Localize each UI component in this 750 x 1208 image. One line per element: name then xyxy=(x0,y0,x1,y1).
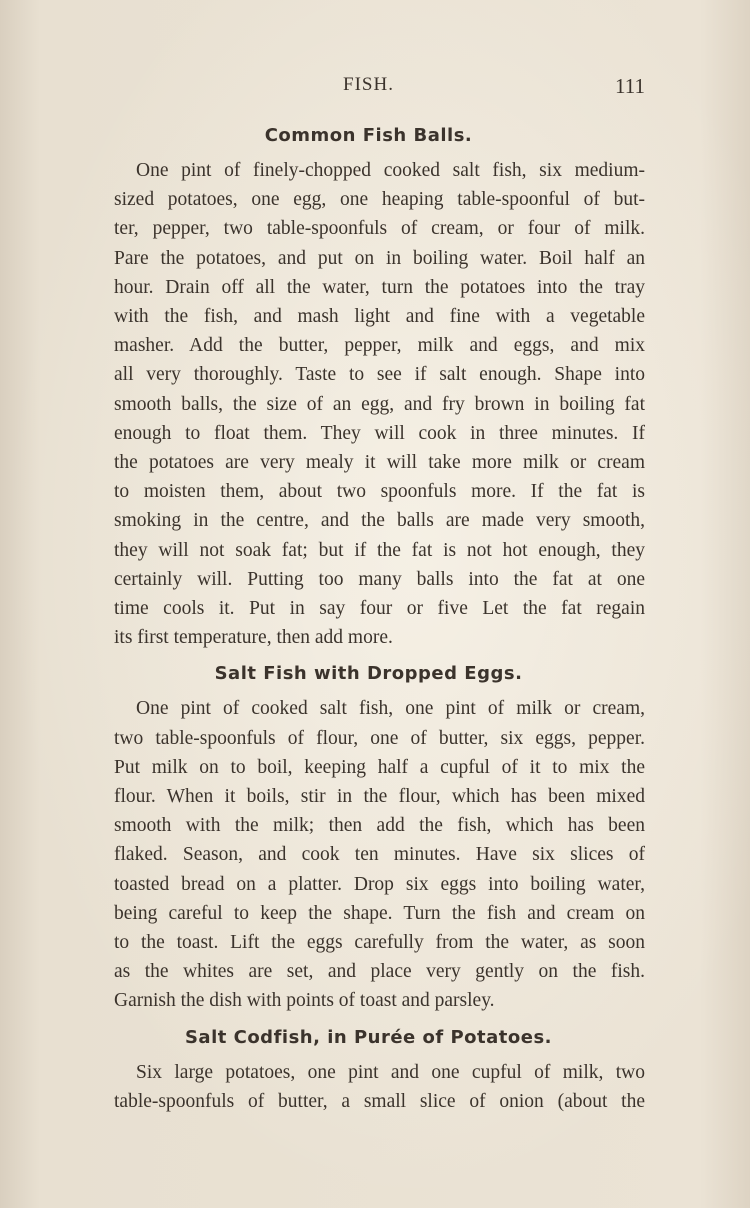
text-line: One pint of cooked salt fish, one pint of milk or cream, xyxy=(136,698,645,720)
text-line: the potatoes are very mealy it will take more milk or cream xyxy=(114,452,645,474)
text-line: enough to float them. They will cook in three minutes. If xyxy=(114,422,645,444)
text-line: to the toast. Lift the eggs carefully from the water, as soon xyxy=(114,932,645,954)
text-line: hour. Drain off all the water, turn the potatoes into the tray xyxy=(114,276,645,298)
text-line: toasted bread on a platter. Drop six eggs into boiling water, xyxy=(114,873,645,895)
text-line: smoking in the centre, and the balls are made very smooth, xyxy=(114,510,645,532)
recipe-common-fish-balls xyxy=(92,116,645,652)
text-line: time cools it. Put in say four or five Let the fat regain xyxy=(114,598,645,620)
text-line: Garnish the dish with points of toast and parsley. xyxy=(114,990,495,1012)
text-line: to moisten them, about two spoonfuls more. If the fat is xyxy=(114,481,645,503)
text-line: being careful to keep the shape. Turn the fish and cream on xyxy=(114,902,645,924)
recipe-body xyxy=(92,1058,645,1116)
text-line: Six large potatoes, one pint and one cupful of milk, two xyxy=(136,1061,645,1083)
page-header xyxy=(92,74,645,102)
recipe-title: Salt Codfish, in Purée of Potatoes. xyxy=(184,1026,553,1048)
text-line: with the fish, and mash light and fine with a vegetable xyxy=(114,306,645,328)
text-line: sized potatoes, one egg, one heaping table-spoonful of but- xyxy=(114,189,645,211)
running-head: FISH. xyxy=(343,74,394,95)
text-line: its first temperature, then add more. xyxy=(114,627,393,649)
text-line: flaked. Season, and cook ten minutes. Have six slices of xyxy=(114,844,645,866)
text-line: smooth with the milk; then add the fish, which has been xyxy=(114,815,645,837)
recipe-title: Salt Fish with Dropped Eggs. xyxy=(214,663,523,685)
text-line: masher. Add the butter, pepper, milk and eggs, and mix xyxy=(114,335,645,357)
page-number: 111 xyxy=(615,74,645,98)
page-content xyxy=(92,116,645,1116)
recipe-body xyxy=(92,156,645,652)
recipe-salt-fish-dropped-eggs xyxy=(92,654,645,1015)
text-line: flour. When it boils, stir in the flour, which has been mixed xyxy=(114,786,645,808)
text-line: ter, pepper, two table-spoonfuls of cream, or four of milk. xyxy=(114,218,645,240)
recipe-body xyxy=(92,694,645,1015)
text-line: One pint of finely-chopped cooked salt fish, six medium- xyxy=(136,160,645,181)
text-line: certainly will. Putting too many balls into the fat at one xyxy=(114,568,645,590)
text-line: all very thoroughly. Taste to see if salt enough. Shape into xyxy=(114,364,645,386)
text-line: two table-spoonfuls of flour, one of butter, six eggs, pepper. xyxy=(114,727,645,749)
text-line: table-spoonfuls of butter, a small slice of onion (about the xyxy=(114,1090,645,1112)
text-line: they will not soak fat; but if the fat is not hot enough, they xyxy=(114,539,645,561)
recipe-title: Common Fish Balls. xyxy=(264,125,473,146)
recipe-salt-codfish-puree xyxy=(92,1018,645,1116)
text-line: Put milk on to boil, keeping half a cupful of it to mix the xyxy=(114,756,645,778)
text-line: as the whites are set, and place very gently on the fish. xyxy=(114,961,645,983)
text-line: smooth balls, the size of an egg, and fry brown in boiling fat xyxy=(114,393,645,415)
text-line: Pare the potatoes, and put on in boiling water. Boil half an xyxy=(114,247,645,269)
